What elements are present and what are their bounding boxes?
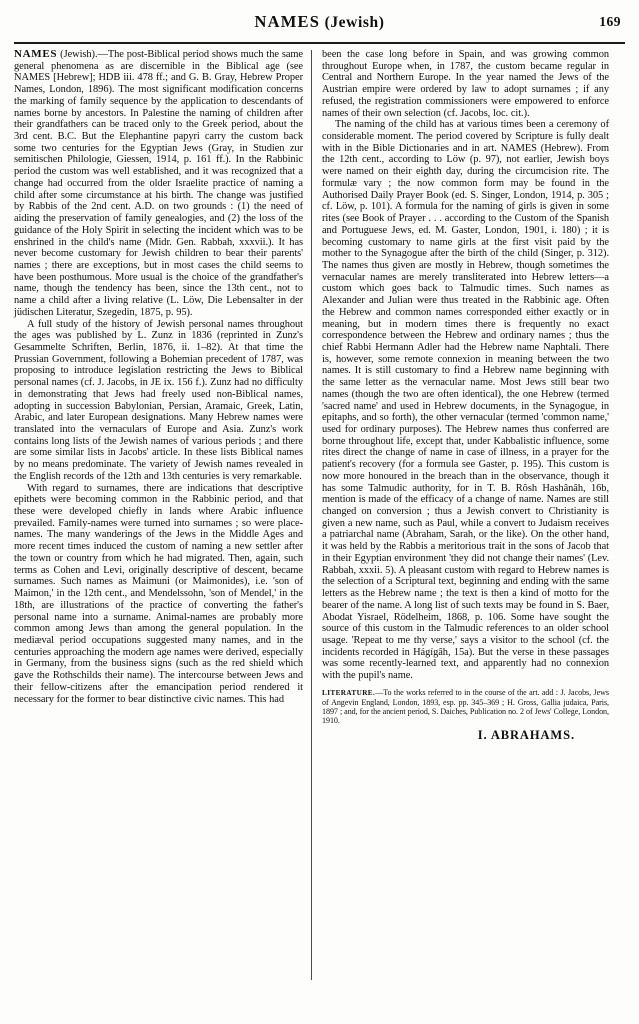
paragraph	[14, 49, 303, 319]
paragraph: With regard to surnames, there are indications that descriptive epithets were becoming common in the Rabbinic period, and that these were developed chiefly in lands where Arabic influence prevailed. Family-names were turned into surnames ; so were place-names. The many wanderings of the Jews in the Middle Ages and more recent times induced the custom of naming a new settler after the town or country from which he had migrated. Then, again, such terms as Cohen and Levi, originally descriptive of descent, became surnames. Such names as Maimuni (or Maimonides), i.e. 'son of Maimon,' in the 12th cent., and Mendelssohn, 'son of Mendel,' in the 18th, are illustrations of the practice of converting the father's personal name into a surname. Animal-names are probably more common among Jews than among the general population. In the mediæval period occupations suggested many names, and in the centuries approaching the modern age names were derived, especially in Germany, from the business signs (such as the red shield which gave the Rothschilds their name). The intercourse between Jews and their fellow-citizens after the emancipation period rendered it necessary for the former to bear distinctive civic names. This had	[14, 482, 303, 705]
right-column	[312, 49, 609, 1017]
literature-text: —To the works referred to in the course of the art. add : J. Jacobs, Jews of Angevin England, London, 1893, esp. pp. 345–369 ; H. Gross, Gallia judaica, Paris, 1897 ; and, for the ancient period, S. Daiches, Publication no. 2 of Jews' College, London, 1910.	[322, 687, 609, 726]
page-title-headword: NAMES	[254, 12, 321, 31]
author-name: I. ABRAHAMS.	[477, 728, 575, 743]
header-rule	[14, 42, 625, 44]
body-columns	[14, 49, 625, 1017]
author-signature	[322, 728, 609, 743]
entry-headword: NAMES	[14, 48, 58, 60]
paragraph: A full study of the history of Jewish personal names throughout the ages was published by L. Zunz in 1836 (reprinted in Zunz's Gesammelte Schriften, Berlin, 1876, ii. 1–82). At that time the Prussian Government, following a Bohemian precedent of 1787, was proposing to introduce legislation restricting the Jews to Biblical personal names (cf. J. Jacobs, in JE ix. 156 f.). Zunz had no difficulty in demonstrating that Jews had freely used non-Biblical names, adopting in succession Babylonian, Persian, Aramaic, Greek, Latin, Arabic, and later European designations. Many Hebrew names were translated into the vernaculars of Europe and Asia. Zunz's work contains long lists of the Jewish names of various periods ; and there are some similar lists in Jacobs' article. In these lists Biblical names by no means predominate. The variety of Jewish names revealed in the English records of the 12th and 13th centuries is very remarkable.	[14, 318, 303, 482]
page-title	[14, 12, 625, 32]
running-head	[14, 0, 625, 40]
scan-artifact	[2, 60, 6, 960]
page-title-qualifier: (Jewish)	[320, 14, 385, 31]
column-divider	[311, 50, 312, 980]
paragraph: been the case long before in Spain, and was growing common throughout Europe when, in 1787, the custom became regular in Central and Northern Europe. In the year named the Jews of the Austrian empire were ordered by law to adopt surnames ; if any refused, the registration commissioners were empowered to enforce names of their own selection (cf. Jacobs, loc. cit.).	[322, 49, 609, 119]
literature-label: LITERATURE.	[322, 688, 376, 697]
paragraph: The naming of the child has at various times been a ceremony of considerable moment. The period covered by Scripture is fully dealt with in the Bible Dictionaries and in art. NAMES (Hebrew). From the 12th cent., according to Löw (p. 97), not earlier, Jewish boys were named on their eighth day, during the circumcision rite. The formulæ vary ; the now common form may be found in the Authorised Daily Prayer Book (ed. S. Singer, London, 1914, p. 305 ; cf. Löw, p. 101). A formula for the naming of girls is given in some rites (see Book of Prayer . . . according to the Custom of the Spanish and Portuguese Jews, ed. M. Gaster, London, 1901, i. 180) ; it is becoming customary to name girls at the first visit paid by the mother to the Synagogue after the birth of the child (Singer, p. 312). The names thus given are mostly in Hebrew, though sometimes the vernacular names are merely transliterated into Hebrew letters—a custom which goes back to Talmudic times. Such names as Alexander and Julian were thus treated in the Rabbinic age. Often the Hebrew and common names corresponded either exactly or in meaning, but in modern times there is frequently no exact correspondence between the Hebrew and ordinary names ; thus the chief Rabbi Hermann Adler had the Hebrew name Naphtali. There is, however, some remote connexion in meaning between the two names. It is still customary to find a Hebrew name beginning with the same letter as the vernacular name. Most Jews still bear two names (though the two are often identical), the one Hebrew (termed 'sacred name' and used in Hebrew documents, in the Synagogue, in epitaphs, and so forth), the other vernacular (termed 'common name,' used for ordinary purposes). The Hebrew names thus conferred are borne throughout life, except that, under Kabbalistic influence, some rites direct the change of name in case of illness, in a prayer for the patient's recovery (for a formula see Gaster, p. 195). This custom is now more honoured in the breach than in the observance, though it has some Talmudic authority, for in T. B. Rôsh Hashânâh, 16b, mention is made of the efficacy of a change of name. Names are still changed on conversion ; thus a Jewish convert to Christianity is given a new name, such as Paul, while a convert to Judaism receives a patriarchal name (Abraham, Sarah, or the like). On the other hand, it was held by the Rabbis a meritorious trait in the sons of Jacob that in their Egyptian environment 'they did not change their names' (Lev. Rabbah, xxxii. 5). A pleasant custom with regard to Hebrew names is the selection of a Scriptural text, beginning and ending with the same letters as the Hebrew name ; the text is then a kind of motto for the bearer of the name. A long list of such texts may be found in S. Baer, Abodat Yisrael, Rödelheim, 1868, p. 106. Some have sought the source of this custom in the Talmudic references to an older school usage. 'Repeat to me thy verse,' says a visitor to the school (cf. the incidents recorded in Hágígâh, 15a). But the verse in these passages was some recently-learned text, and apparently had no connexion with the pupil's name.	[322, 119, 609, 682]
paragraph-text: (Jewish).—The post-Biblical period shows much the same general phenomena as are discernible in the Biblical age (see NAMES [Hebrew]; HDB iii. 478 ff.; and G. B. Gray, Hebrew Proper Names, London, 1896). The most significant modification concerns the marking of family sequence by the application to descendants of names borne by ancestors. In Palestine the naming of children after their grandfathers can be traced only to the Greek period, about the 3rd cent. B.C. But the Elephantine papyri carry the custom back some two centuries for the Egyptian Jews (Gray, in Studien zur semitischen Philologie, Giessen, 1914, p. 161 ff.). In the Rabbinic period the custom was well established, and it was recognized that a change had occurred from the older Israelite practice of naming a child after some circumstance at his birth. The change was justified by Rabbis of the 2nd cent. A.D. on two grounds : (1) the need of aiding the preservation of family genealogies, and (2) the loss of the guidance of the Holy Spirit in selecting the incident which was to be enshrined in the child's name (Midr. Gen. Rabbah, xxxvii.). It has never become customary for Jewish children to bear their parents' names ; there are exceptions, but in most cases the child seems to have been posthumous. More usual is the choice of the grandfather's name, though the tendency has been, since the 13th cent., not to name a child after a living relative (L. Löw, Die Lebensalter in der jüdischen Literatur, Szegedin, 1875, p. 95).	[14, 49, 303, 318]
page-number: 169	[599, 14, 621, 29]
literature-note	[322, 688, 609, 725]
left-column	[14, 49, 311, 1017]
